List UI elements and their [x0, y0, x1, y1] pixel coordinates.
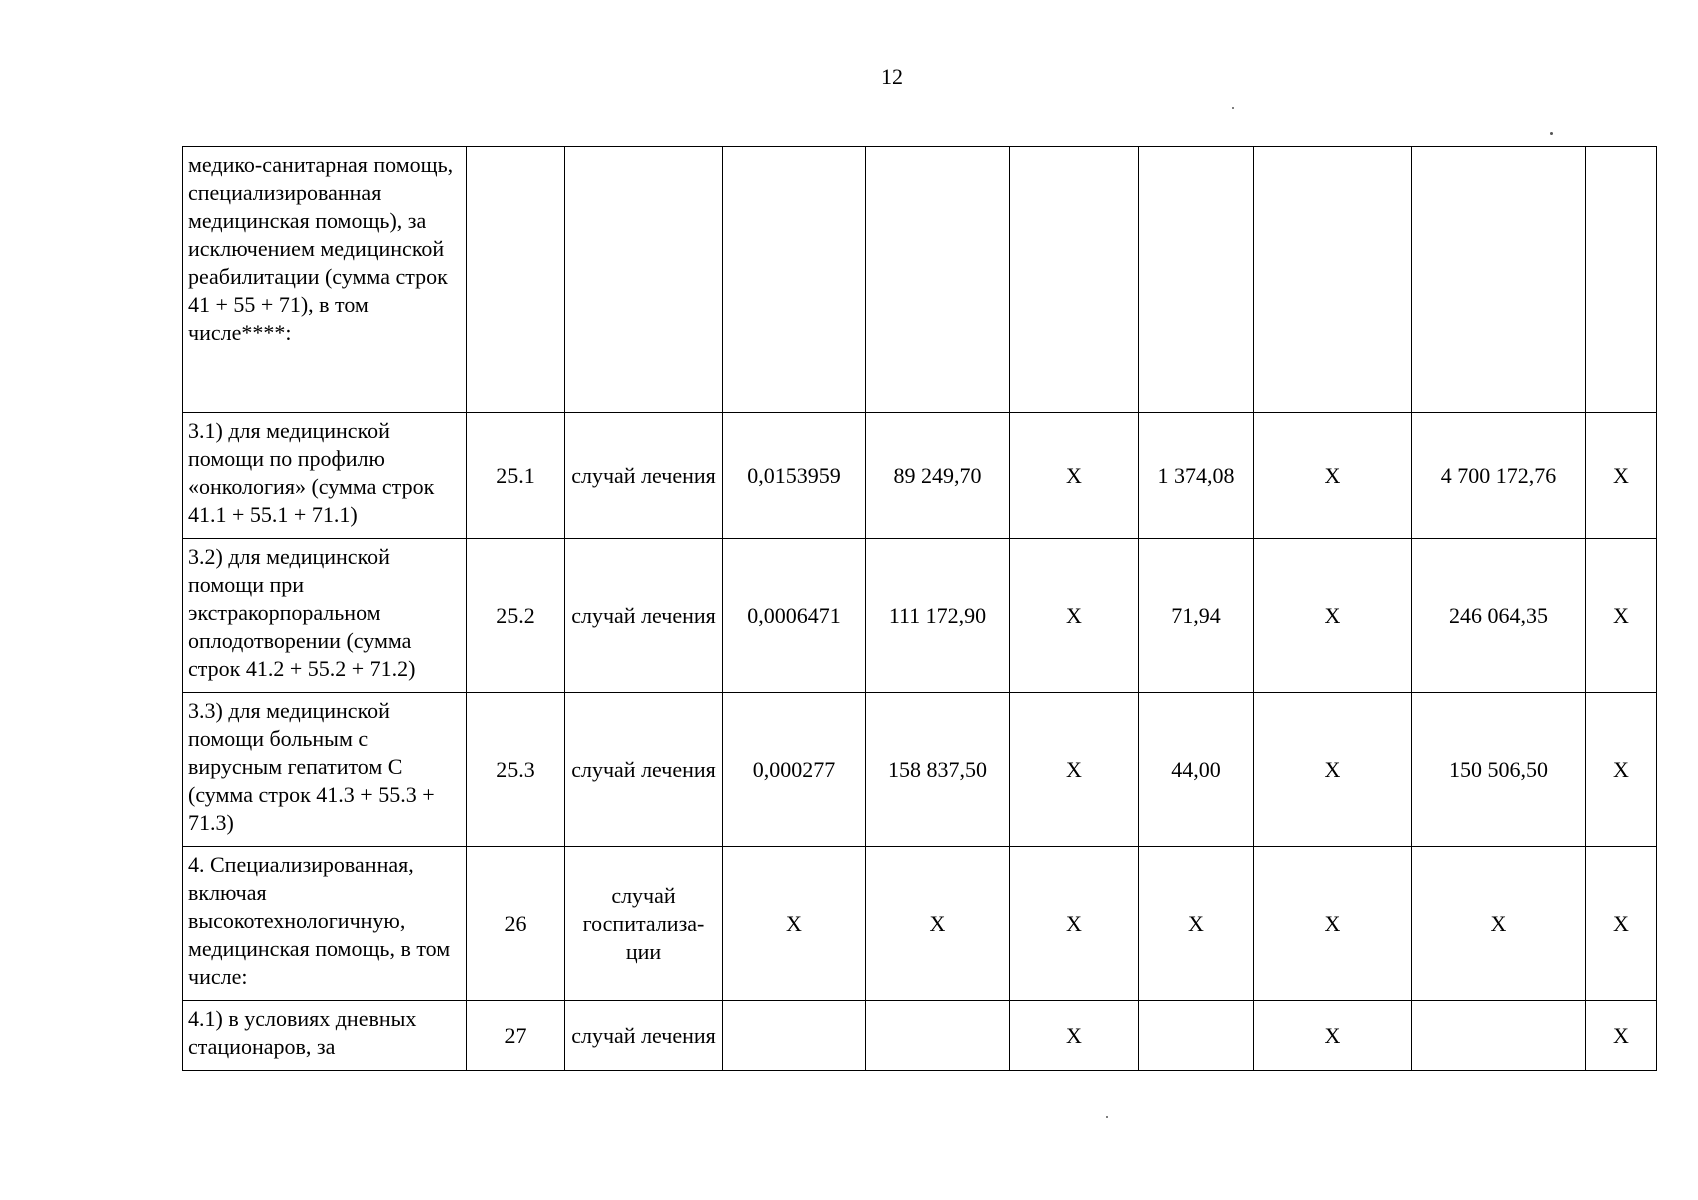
scan-speck: [1550, 132, 1553, 135]
row-code-cell: 25.2: [467, 539, 565, 693]
row-unit-cell: случай лечения: [565, 1001, 723, 1071]
row-name-cell: медико-санитарная помощь, специализированная медицинская помощь), за исключением медицинской реабилитации (сумма строк 41 + 55 + 71), в том числе****:: [183, 147, 467, 413]
value-cell: [723, 1001, 866, 1071]
row-unit-cell: случай лечения: [565, 693, 723, 847]
value-cell: Х: [1010, 847, 1139, 1001]
value-cell: Х: [1586, 847, 1657, 1001]
row-unit-cell: [565, 147, 723, 413]
table-row: [183, 147, 1657, 413]
row-name-cell: 3.3) для медицинской помощи больным с вирусным гепатитом С (сумма строк 41.3 + 55.3 + 71.3): [183, 693, 467, 847]
value-cell: Х: [1254, 693, 1412, 847]
value-cell: 0,0006471: [723, 539, 866, 693]
value-cell: Х: [1254, 847, 1412, 1001]
value-cell: 246 064,35: [1412, 539, 1586, 693]
value-cell: Х: [1586, 413, 1657, 539]
value-cell: [866, 147, 1010, 413]
row-name-cell: 3.2) для медицинской помощи при экстракорпоральном оплодотворении (сумма строк 41.2 + 55.2 + 71.2): [183, 539, 467, 693]
value-cell: 158 837,50: [866, 693, 1010, 847]
value-cell: 1 374,08: [1139, 413, 1254, 539]
value-cell: 0,000277: [723, 693, 866, 847]
value-cell: Х: [1254, 413, 1412, 539]
value-cell: [866, 1001, 1010, 1071]
value-cell: Х: [1010, 693, 1139, 847]
value-cell: 71,94: [1139, 539, 1254, 693]
value-cell: [1412, 1001, 1586, 1071]
value-cell: [1010, 147, 1139, 413]
value-cell: [1254, 147, 1412, 413]
scan-speck: [1232, 107, 1234, 109]
value-cell: Х: [1010, 539, 1139, 693]
row-name-cell: 4.1) в условиях дневных стационаров, за: [183, 1001, 467, 1071]
value-cell: Х: [1412, 847, 1586, 1001]
value-cell: 150 506,50: [1412, 693, 1586, 847]
value-cell: 44,00: [1139, 693, 1254, 847]
value-cell: Х: [1586, 1001, 1657, 1071]
value-cell: [1412, 147, 1586, 413]
row-code-cell: 26: [467, 847, 565, 1001]
value-cell: [723, 147, 866, 413]
page-number: 12: [881, 64, 903, 89]
value-cell: [1139, 147, 1254, 413]
row-name-cell: 4. Специализированная, включая высокотехнологичную, медицинская помощь, в том числе:: [183, 847, 467, 1001]
row-name-cell: 3.1) для медицинской помощи по профилю «онкология» (сумма строк 41.1 + 55.1 + 71.1): [183, 413, 467, 539]
table-row: [183, 693, 1657, 847]
row-code-cell: 27: [467, 1001, 565, 1071]
value-cell: 89 249,70: [866, 413, 1010, 539]
row-unit-cell: случай госпитализа-ции: [565, 847, 723, 1001]
value-cell: 0,0153959: [723, 413, 866, 539]
value-cell: Х: [866, 847, 1010, 1001]
row-code-cell: [467, 147, 565, 413]
value-cell: Х: [1010, 413, 1139, 539]
table-row: [183, 413, 1657, 539]
table-row: [183, 847, 1657, 1001]
data-table: [182, 146, 1657, 1071]
row-unit-cell: случай лечения: [565, 413, 723, 539]
value-cell: Х: [1254, 539, 1412, 693]
value-cell: Х: [723, 847, 866, 1001]
value-cell: Х: [1586, 539, 1657, 693]
row-code-cell: 25.3: [467, 693, 565, 847]
value-cell: Х: [1254, 1001, 1412, 1071]
value-cell: [1586, 147, 1657, 413]
value-cell: Х: [1586, 693, 1657, 847]
value-cell: Х: [1010, 1001, 1139, 1071]
value-cell: 111 172,90: [866, 539, 1010, 693]
value-cell: Х: [1139, 847, 1254, 1001]
value-cell: 4 700 172,76: [1412, 413, 1586, 539]
table-row: [183, 1001, 1657, 1071]
value-cell: [1139, 1001, 1254, 1071]
row-code-cell: 25.1: [467, 413, 565, 539]
row-unit-cell: случай лечения: [565, 539, 723, 693]
scan-speck: [1106, 1116, 1108, 1118]
table-row: [183, 539, 1657, 693]
